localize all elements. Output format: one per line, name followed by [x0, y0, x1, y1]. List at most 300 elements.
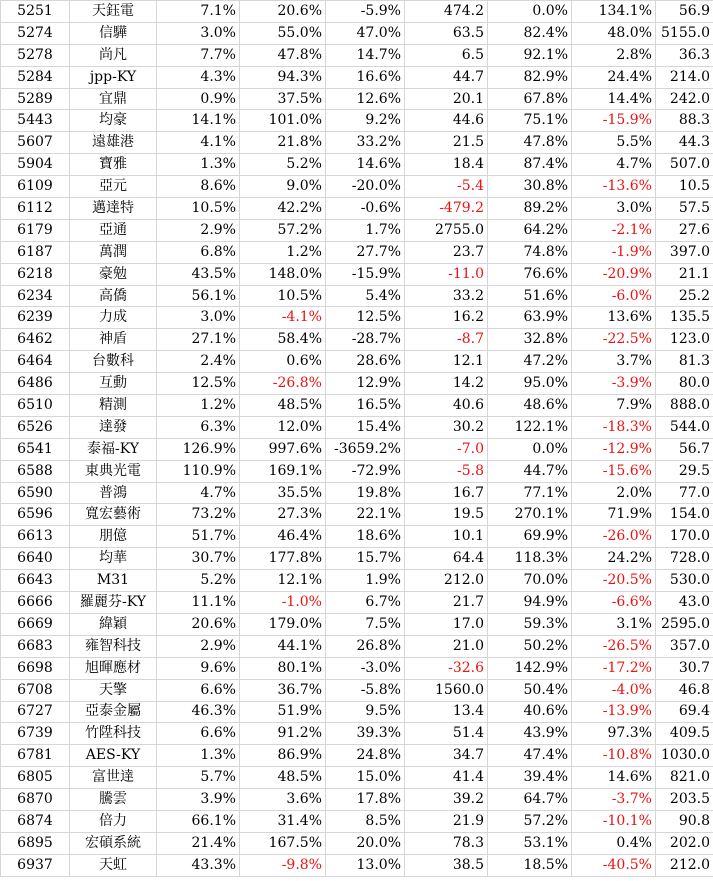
table-row: [1, 504, 713, 526]
cell-v7: 36.3: [656, 44, 713, 66]
cell-v6: -20.9%: [572, 263, 656, 285]
cell-v6: -15.9%: [572, 110, 656, 132]
cell-v5: 39.4%: [488, 767, 572, 789]
cell-name: 均華: [70, 548, 157, 570]
cell-v6: 71.9%: [572, 504, 656, 526]
cell-name: 宏碩系統: [70, 832, 157, 854]
table-row: [1, 723, 713, 745]
table-row: [1, 438, 713, 460]
table-row: [1, 44, 713, 66]
cell-v4: 33.2: [405, 285, 488, 307]
cell-v3: 6.7%: [326, 592, 405, 614]
cell-v6: -3.7%: [572, 789, 656, 811]
cell-v1: 6.3%: [157, 416, 240, 438]
cell-v3: 16.6%: [326, 66, 405, 88]
table-row: [1, 570, 713, 592]
cell-v2: 42.2%: [240, 198, 326, 220]
cell-v7: 81.3: [656, 351, 713, 373]
cell-v2: 9.0%: [240, 176, 326, 198]
cell-code: 5289: [1, 88, 70, 110]
cell-code: 6870: [1, 789, 70, 811]
cell-v7: 154.0: [656, 504, 713, 526]
cell-v2: 86.9%: [240, 745, 326, 767]
cell-v3: -3.0%: [326, 657, 405, 679]
cell-v7: 77.0: [656, 482, 713, 504]
cell-name: AES-KY: [70, 745, 157, 767]
cell-v7: 123.0: [656, 329, 713, 351]
cell-name: 台數科: [70, 351, 157, 373]
cell-v1: 14.1%: [157, 110, 240, 132]
cell-v3: 20.0%: [326, 832, 405, 854]
cell-code: 6218: [1, 263, 70, 285]
cell-v2: 57.2%: [240, 219, 326, 241]
cell-name: 高僑: [70, 285, 157, 307]
cell-v3: 15.7%: [326, 548, 405, 570]
cell-code: 6613: [1, 526, 70, 548]
cell-v6: 13.6%: [572, 307, 656, 329]
cell-v2: 47.8%: [240, 44, 326, 66]
cell-v3: 14.6%: [326, 154, 405, 176]
cell-v7: 25.2: [656, 285, 713, 307]
cell-v2: -4.1%: [240, 307, 326, 329]
cell-name: 邁達特: [70, 198, 157, 220]
table-row: [1, 592, 713, 614]
cell-v1: 7.1%: [157, 1, 240, 23]
cell-v7: 44.3: [656, 132, 713, 154]
cell-v6: 24.2%: [572, 548, 656, 570]
cell-v3: 13.0%: [326, 854, 405, 876]
cell-v5: 50.2%: [488, 635, 572, 657]
cell-v6: 0.4%: [572, 832, 656, 854]
cell-v6: 2.8%: [572, 44, 656, 66]
cell-v2: 91.2%: [240, 723, 326, 745]
cell-v1: 43.3%: [157, 854, 240, 876]
cell-name: 東典光電: [70, 460, 157, 482]
cell-v6: -3.9%: [572, 373, 656, 395]
cell-v4: 20.1: [405, 88, 488, 110]
cell-v4: 34.7: [405, 745, 488, 767]
cell-v7: 69.4: [656, 701, 713, 723]
cell-v2: 37.5%: [240, 88, 326, 110]
cell-v3: 27.7%: [326, 241, 405, 263]
cell-v5: 89.2%: [488, 198, 572, 220]
table-row: [1, 745, 713, 767]
cell-v4: 17.0: [405, 613, 488, 635]
cell-code: 5284: [1, 66, 70, 88]
cell-v2: 55.0%: [240, 22, 326, 44]
cell-v3: 15.0%: [326, 767, 405, 789]
cell-code: 6596: [1, 504, 70, 526]
cell-v5: 87.4%: [488, 154, 572, 176]
cell-v2: 80.1%: [240, 657, 326, 679]
cell-v3: 26.8%: [326, 635, 405, 657]
table-row: [1, 88, 713, 110]
cell-name: 亞泰金屬: [70, 701, 157, 723]
cell-v4: 30.2: [405, 416, 488, 438]
cell-v7: 88.3: [656, 110, 713, 132]
cell-v4: -11.0: [405, 263, 488, 285]
table-row: [1, 789, 713, 811]
cell-v5: 82.9%: [488, 66, 572, 88]
cell-v5: 118.3%: [488, 548, 572, 570]
cell-v4: 16.7: [405, 482, 488, 504]
cell-v7: 214.0: [656, 66, 713, 88]
cell-v6: 4.7%: [572, 154, 656, 176]
cell-v3: -20.0%: [326, 176, 405, 198]
table-row: [1, 767, 713, 789]
cell-v6: 3.7%: [572, 351, 656, 373]
cell-v4: 12.1: [405, 351, 488, 373]
cell-v4: -5.4: [405, 176, 488, 198]
cell-v5: 69.9%: [488, 526, 572, 548]
table-row: [1, 854, 713, 876]
cell-v1: 66.1%: [157, 810, 240, 832]
cell-v2: 12.1%: [240, 570, 326, 592]
cell-v4: 1560.0: [405, 679, 488, 701]
cell-v1: 51.7%: [157, 526, 240, 548]
cell-v6: -10.1%: [572, 810, 656, 832]
cell-code: 6643: [1, 570, 70, 592]
cell-v6: 7.9%: [572, 395, 656, 417]
cell-v1: 5.2%: [157, 570, 240, 592]
cell-v1: 4.7%: [157, 482, 240, 504]
cell-v1: 110.9%: [157, 460, 240, 482]
cell-code: 6666: [1, 592, 70, 614]
cell-v6: 14.6%: [572, 767, 656, 789]
cell-v7: 544.0: [656, 416, 713, 438]
cell-v4: 2755.0: [405, 219, 488, 241]
cell-v6: 3.1%: [572, 613, 656, 635]
cell-v2: 101.0%: [240, 110, 326, 132]
cell-name: 宜鼎: [70, 88, 157, 110]
table-row: [1, 263, 713, 285]
cell-v5: 47.4%: [488, 745, 572, 767]
table-row: [1, 307, 713, 329]
cell-v2: 10.5%: [240, 285, 326, 307]
cell-v7: 135.5: [656, 307, 713, 329]
table-row: [1, 110, 713, 132]
cell-name: 天虹: [70, 854, 157, 876]
cell-v4: 16.2: [405, 307, 488, 329]
cell-name: 天鈺電: [70, 1, 157, 23]
cell-v3: 1.7%: [326, 219, 405, 241]
cell-v5: 92.1%: [488, 44, 572, 66]
table-row: [1, 613, 713, 635]
cell-name: 羅麗芬-KY: [70, 592, 157, 614]
cell-v5: 30.8%: [488, 176, 572, 198]
cell-v2: 3.6%: [240, 789, 326, 811]
table-row: [1, 285, 713, 307]
table-row: [1, 526, 713, 548]
cell-v5: 50.4%: [488, 679, 572, 701]
cell-v1: 56.1%: [157, 285, 240, 307]
cell-v4: 21.7: [405, 592, 488, 614]
cell-v3: -5.9%: [326, 1, 405, 23]
cell-v7: 888.0: [656, 395, 713, 417]
cell-v5: 57.2%: [488, 810, 572, 832]
cell-v1: 43.5%: [157, 263, 240, 285]
cell-v1: 11.1%: [157, 592, 240, 614]
table-row: [1, 1, 713, 23]
cell-v5: 0.0%: [488, 1, 572, 23]
table-row: [1, 176, 713, 198]
cell-code: 6588: [1, 460, 70, 482]
cell-v1: 12.5%: [157, 373, 240, 395]
cell-v3: 18.6%: [326, 526, 405, 548]
cell-name: 騰雲: [70, 789, 157, 811]
cell-v4: 64.4: [405, 548, 488, 570]
cell-v4: -7.0: [405, 438, 488, 460]
cell-name: 雍智科技: [70, 635, 157, 657]
cell-v6: -20.5%: [572, 570, 656, 592]
cell-v5: 59.3%: [488, 613, 572, 635]
cell-v1: 2.9%: [157, 635, 240, 657]
cell-v1: 6.6%: [157, 723, 240, 745]
cell-name: jpp-KY: [70, 66, 157, 88]
table-row: [1, 832, 713, 854]
cell-v6: 14.4%: [572, 88, 656, 110]
cell-name: 泰福-KY: [70, 438, 157, 460]
cell-code: 6805: [1, 767, 70, 789]
cell-v1: 73.2%: [157, 504, 240, 526]
cell-v5: 74.8%: [488, 241, 572, 263]
cell-v7: 27.6: [656, 219, 713, 241]
cell-v3: 16.5%: [326, 395, 405, 417]
cell-v4: 41.4: [405, 767, 488, 789]
cell-v2: 44.1%: [240, 635, 326, 657]
cell-v7: 170.0: [656, 526, 713, 548]
cell-v4: 23.7: [405, 241, 488, 263]
cell-v3: 8.5%: [326, 810, 405, 832]
cell-code: 5443: [1, 110, 70, 132]
cell-v2: -26.8%: [240, 373, 326, 395]
cell-v6: -15.6%: [572, 460, 656, 482]
cell-v7: 2595.0: [656, 613, 713, 635]
cell-v4: 21.5: [405, 132, 488, 154]
table-row: [1, 460, 713, 482]
cell-v2: 94.3%: [240, 66, 326, 88]
table-row: [1, 22, 713, 44]
table-row: [1, 635, 713, 657]
table-row: [1, 679, 713, 701]
cell-code: 6739: [1, 723, 70, 745]
cell-v1: 1.3%: [157, 745, 240, 767]
cell-name: 旭暉應材: [70, 657, 157, 679]
cell-v1: 4.3%: [157, 66, 240, 88]
cell-v6: -26.5%: [572, 635, 656, 657]
table-row: [1, 132, 713, 154]
cell-v5: 0.0%: [488, 438, 572, 460]
cell-v3: 33.2%: [326, 132, 405, 154]
cell-v7: 56.9: [656, 1, 713, 23]
cell-v4: 44.7: [405, 66, 488, 88]
table-row: [1, 810, 713, 832]
cell-v7: 29.5: [656, 460, 713, 482]
cell-v7: 30.7: [656, 657, 713, 679]
table-row: [1, 351, 713, 373]
cell-code: 6112: [1, 198, 70, 220]
cell-v2: 48.5%: [240, 767, 326, 789]
cell-name: 倍力: [70, 810, 157, 832]
cell-v3: 17.8%: [326, 789, 405, 811]
cell-code: 6510: [1, 395, 70, 417]
cell-code: 6526: [1, 416, 70, 438]
cell-code: 6895: [1, 832, 70, 854]
cell-v3: 7.5%: [326, 613, 405, 635]
cell-v3: 14.7%: [326, 44, 405, 66]
cell-v6: -40.5%: [572, 854, 656, 876]
cell-v4: 18.4: [405, 154, 488, 176]
cell-code: 6683: [1, 635, 70, 657]
cell-v5: 75.1%: [488, 110, 572, 132]
cell-v3: -15.9%: [326, 263, 405, 285]
cell-v6: -26.0%: [572, 526, 656, 548]
cell-v2: 179.0%: [240, 613, 326, 635]
cell-v6: -13.9%: [572, 701, 656, 723]
cell-name: 亞元: [70, 176, 157, 198]
cell-v3: 22.1%: [326, 504, 405, 526]
cell-v5: 51.6%: [488, 285, 572, 307]
cell-name: 普鴻: [70, 482, 157, 504]
cell-v3: 12.6%: [326, 88, 405, 110]
cell-code: 6234: [1, 285, 70, 307]
cell-v4: 21.9: [405, 810, 488, 832]
cell-v7: 409.5: [656, 723, 713, 745]
cell-v5: 40.6%: [488, 701, 572, 723]
cell-v5: 82.4%: [488, 22, 572, 44]
cell-v6: 24.4%: [572, 66, 656, 88]
table-row: [1, 701, 713, 723]
cell-v1: 8.6%: [157, 176, 240, 198]
cell-code: 6462: [1, 329, 70, 351]
cell-name: 神盾: [70, 329, 157, 351]
cell-v3: -3659.2%: [326, 438, 405, 460]
cell-code: 6708: [1, 679, 70, 701]
cell-v4: 78.3: [405, 832, 488, 854]
cell-v2: 48.5%: [240, 395, 326, 417]
cell-v4: 51.4: [405, 723, 488, 745]
cell-v2: 12.0%: [240, 416, 326, 438]
cell-name: 精測: [70, 395, 157, 417]
cell-v6: -2.1%: [572, 219, 656, 241]
cell-name: 萬潤: [70, 241, 157, 263]
cell-name: 緯穎: [70, 613, 157, 635]
cell-v1: 20.6%: [157, 613, 240, 635]
cell-name: 朋億: [70, 526, 157, 548]
table-row: [1, 241, 713, 263]
cell-code: 5904: [1, 154, 70, 176]
cell-v1: 21.4%: [157, 832, 240, 854]
cell-v5: 18.5%: [488, 854, 572, 876]
cell-v5: 70.0%: [488, 570, 572, 592]
cell-v5: 64.7%: [488, 789, 572, 811]
cell-v2: -9.8%: [240, 854, 326, 876]
cell-v2: 5.2%: [240, 154, 326, 176]
cell-name: 竹陞科技: [70, 723, 157, 745]
cell-v1: 126.9%: [157, 438, 240, 460]
cell-v4: 40.6: [405, 395, 488, 417]
cell-name: 力成: [70, 307, 157, 329]
cell-v4: 212.0: [405, 570, 488, 592]
cell-v1: 4.1%: [157, 132, 240, 154]
cell-code: 6874: [1, 810, 70, 832]
cell-v2: 177.8%: [240, 548, 326, 570]
cell-v4: 19.5: [405, 504, 488, 526]
cell-v7: 728.0: [656, 548, 713, 570]
cell-v7: 56.7: [656, 438, 713, 460]
cell-v6: 97.3%: [572, 723, 656, 745]
cell-v7: 1030.0: [656, 745, 713, 767]
cell-v6: 2.0%: [572, 482, 656, 504]
cell-v2: 1.2%: [240, 241, 326, 263]
cell-code: 6486: [1, 373, 70, 395]
cell-v3: 15.4%: [326, 416, 405, 438]
cell-v1: 5.7%: [157, 767, 240, 789]
table-row: [1, 329, 713, 351]
cell-v7: 203.5: [656, 789, 713, 811]
cell-v5: 142.9%: [488, 657, 572, 679]
cell-v4: 14.2: [405, 373, 488, 395]
cell-v1: 1.2%: [157, 395, 240, 417]
cell-v1: 6.6%: [157, 679, 240, 701]
cell-v6: -1.9%: [572, 241, 656, 263]
cell-v3: 9.2%: [326, 110, 405, 132]
cell-v5: 64.2%: [488, 219, 572, 241]
cell-v2: 167.5%: [240, 832, 326, 854]
cell-v2: 27.3%: [240, 504, 326, 526]
table-row: [1, 219, 713, 241]
cell-v7: 90.8: [656, 810, 713, 832]
cell-v2: 997.6%: [240, 438, 326, 460]
cell-v5: 95.0%: [488, 373, 572, 395]
cell-name: 尚凡: [70, 44, 157, 66]
cell-code: 6781: [1, 745, 70, 767]
cell-v3: 9.5%: [326, 701, 405, 723]
cell-v3: 47.0%: [326, 22, 405, 44]
cell-v1: 2.9%: [157, 219, 240, 241]
cell-code: 6640: [1, 548, 70, 570]
cell-v5: 94.9%: [488, 592, 572, 614]
cell-v7: 202.0: [656, 832, 713, 854]
cell-v7: 530.0: [656, 570, 713, 592]
cell-v6: -18.3%: [572, 416, 656, 438]
cell-v6: -12.9%: [572, 438, 656, 460]
cell-v7: 46.8: [656, 679, 713, 701]
cell-v1: 3.0%: [157, 307, 240, 329]
cell-v5: 63.9%: [488, 307, 572, 329]
cell-code: 6669: [1, 613, 70, 635]
cell-v4: -479.2: [405, 198, 488, 220]
cell-name: 遠雄港: [70, 132, 157, 154]
cell-v4: 13.4: [405, 701, 488, 723]
cell-name: 亞通: [70, 219, 157, 241]
cell-code: 6109: [1, 176, 70, 198]
cell-code: 6937: [1, 854, 70, 876]
cell-code: 6727: [1, 701, 70, 723]
cell-v1: 3.9%: [157, 789, 240, 811]
cell-v1: 27.1%: [157, 329, 240, 351]
cell-code: 6698: [1, 657, 70, 679]
cell-v7: 242.0: [656, 88, 713, 110]
cell-v3: -28.7%: [326, 329, 405, 351]
table-row: [1, 198, 713, 220]
cell-v1: 10.5%: [157, 198, 240, 220]
cell-v2: 169.1%: [240, 460, 326, 482]
cell-v3: 24.8%: [326, 745, 405, 767]
cell-v4: 474.2: [405, 1, 488, 23]
cell-v6: -10.8%: [572, 745, 656, 767]
cell-name: M31: [70, 570, 157, 592]
